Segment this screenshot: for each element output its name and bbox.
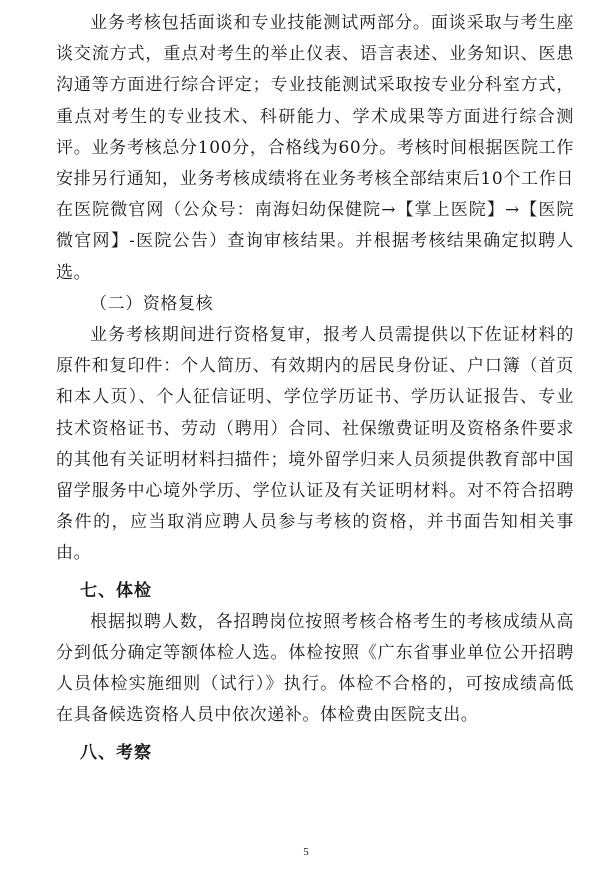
- document-body: [56, 8, 574, 769]
- paragraph-physical-exam: 根据拟聘人数，各招聘岗位按照考核合格考生的考核成绩从高分到低分确定等额体检人选。体检按照《广东省事业单位公开招聘人员体检实施细则（试行）》执行。体检不合格的，可按成绩高低在具备候选资格人员中依次递补。体检费由医院支出。: [56, 611, 574, 726]
- paragraph-qualification-review: 业务考核期间进行资格复审，报考人员需提供以下佐证材料的原件和复印件：个人简历、有效期内的居民身份证、户口簿（首页和本人页）、个人征信证明、学位学历证书、学历认证报告、专业技术资格证书、劳动（聘用）合同、社保缴费证明及资格条件要求的其他有关证明材料扫描件；境外留学归来人员须提供教育部中国留学服务中心境外学历、学位认证及有关证明材料。对不符合招聘条件的，应当取消应聘人员参与考核的资格，并书面告知相关事由。: [56, 325, 574, 564]
- section-heading-investigation: 八、考察: [80, 742, 152, 763]
- page-number: 5: [303, 846, 309, 858]
- paragraph-business-assessment: 业务考核包括面谈和专业技能测试两部分。面谈采取与考生座谈交流方式，重点对考生的举止仪表、语言表述、业务知识、医患沟通等方面进行综合评定；专业技能测试采取按专业分科室方式，重点对考生的专业技术、科研能力、学术成果等方面进行综合测评。业务考核总分100分，合格线为60分。考核时间根据医院工作安排另行通知，业务考核成绩将在业务考核全部结束后10个工作日在医院微官网（公众号：南海妇幼保健院→【掌上医院】→【医院微官网】-医院公告）查询审核结果。并根据考核结果确定拟聘人选。: [56, 13, 574, 283]
- subsection-heading-qualification-review: （二）资格复核: [90, 293, 214, 314]
- section-heading-physical-exam: 七、体检: [80, 580, 152, 601]
